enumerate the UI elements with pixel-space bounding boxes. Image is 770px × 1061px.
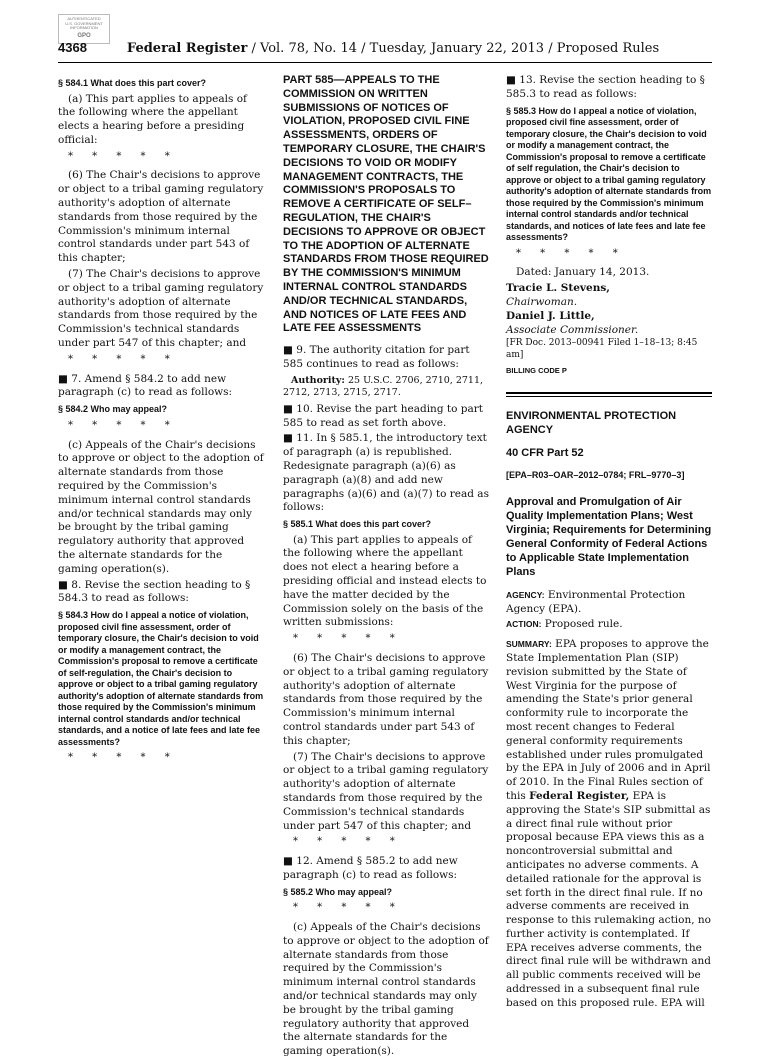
agency-value: Environmental Protection Agency (EPA). [506, 588, 686, 615]
section-heading: § 584.3 How do I appeal a notice of violation, proposed civil fine assessment, order of temporary closure, the Chair's decision to void or modify a management contract, the Commission's proposal to remove a certificate of self-regulation, the Chair's decision to approve or object to a tribal gaming regulatory authority's adoption of alternate standards from those required by the Commission's minimum internal control standards and/or technical standards, and a notice of late fees and late fee assessments? [58, 610, 264, 747]
action-value: Proposed rule. [541, 618, 623, 631]
logo-line-2: U.S. GOVERNMENT [65, 20, 103, 26]
column-2 [283, 74, 489, 1061]
summary-text: EPA is approving the State's SIP submittal as a direct final rule without prior proposal because EPA views this as a noncontroversial submittal and anticipates no adverse comments. A detailed rationale for the approval is set forth in the direct final rule. If no adverse comments are received in response to this rulemaking action, no further activity is contemplated. If EPA receives adverse comments, the direct final rule will be withdrawn and all public comments received will be addressed in a subsequent final rule based on this proposed rule. EPA will [506, 789, 711, 1009]
logo-mark: GPO [77, 32, 91, 39]
section-heading: § 585.2 Who may appeal? [283, 886, 393, 897]
ellipsis-stars: * * * * * [516, 247, 618, 259]
ellipsis-stars: * * * * * [293, 633, 395, 645]
signer-name [506, 310, 712, 324]
divider [506, 396, 712, 397]
ellipsis-stars: * * * * * [68, 150, 170, 162]
divider [506, 392, 712, 394]
paragraph: (6) The Chair's decisions to approve or object to a tribal gaming regulatory authority's adoption of alternate standards from those required by the Commission's minimum internal control standards under part 543 of this chapter; [283, 651, 489, 747]
paragraph: (c) Appeals of the Chair's decisions to approve or object to the adoption of alternate standards from those required by the Commission's minimum internal control standards and/or technical standards may only be brought by the tribal gaming regulatory authority that approved the alternate standards for the gaming operation(s). [58, 438, 264, 575]
paragraph: (7) The Chair's decisions to approve or object to a tribal gaming regulatory authority's adoption of alternate standards from those required by the Commission's technical standards under part 547 of this chapter; and [283, 750, 489, 832]
fr-doc-line: [FR Doc. 2013–00941 Filed 1–18–13; 8:45 am] [506, 338, 698, 361]
summary-bold: Federal Register, [529, 789, 630, 802]
section-heading: § 584.2 Who may appeal? [58, 404, 168, 415]
summary-text: EPA proposes to approve the State Implementation Plan (SIP) revision submitted by the State of West Virginia for the purpose of amending the State's prior general conformity rule to incorporate the most recent changes to Federal general conformity requirements established under rules promulgated by the EPA in July of 2006 and in April of 2010. In the Final Rules section of this [506, 638, 711, 802]
action-field [506, 618, 712, 632]
summary-label: SUMMARY: [506, 639, 552, 650]
page-header [58, 40, 712, 63]
ellipsis-stars: * * * * * [68, 353, 170, 365]
paragraph: (7) The Chair's decisions to approve or object to a tribal gaming regulatory authority's adoption of alternate standards from those required by the Commission's technical standards under part 547 of this chapter; and [58, 268, 264, 350]
column-3 [506, 74, 712, 1013]
paragraph: (a) This part applies to appeals of the following where the appellant elects a hearing before a presiding official: [58, 92, 247, 146]
authority-text: 25 U.S.C. 2706, 2710, 2711, 2712, 2713, 2715, 2717. [283, 374, 484, 399]
signer-name-text: Daniel J. Little, [506, 309, 595, 322]
section-heading: § 585.1 What does this part cover? [283, 519, 432, 530]
authority-citation [283, 375, 489, 400]
signer-title: Associate Commissioner. [506, 323, 639, 336]
agency-name: ENVIRONMENTAL PROTECTION AGENCY [506, 410, 677, 437]
docket-number: [EPA–R03–OAR–2012–0784; FRL–9770–3] [506, 469, 685, 480]
section-heading: § 585.3 How do I appeal a notice of violation, proposed civil fine assessment, order of temporary closure, the Chair's decision to void or modify a management contract, the Commission's proposal to remove a certificate of self regulation, the Chair's decision to approve or object to a tribal gaming regulatory authority's adoption of alternate standards from those required by the Commission's minimum internal control standards and/or technical standards, and notices of late fees and late fee assessments? [506, 105, 712, 243]
section-heading: § 584.1 What does this part cover? [58, 78, 207, 88]
signer-name [506, 282, 712, 296]
column-1 [58, 74, 264, 771]
amendment-instruction: ■ 11. In § 585.1, the introductory text of paragraph (a) is republished. Redesignate paragraph (a)(6) as paragraph (a)(8) and add new paragraphs (a)(6) and (a)(7) to read as follows: [283, 432, 489, 514]
page-number: 4368 [58, 40, 87, 55]
amendment-instruction: ■ 10. Revise the part heading to part 585 to read as set forth above. [283, 402, 483, 429]
logo-line-1: AUTHENTICATED [67, 16, 101, 21]
paragraph: (6) The Chair's decisions to approve or object to a tribal gaming regulatory authority's adoption of alternate standards from those required by the Commission's minimum internal control standards under part 543 of this chapter; [58, 169, 264, 265]
text-columns [58, 74, 714, 1058]
agency-label: AGENCY: [506, 589, 545, 600]
part-heading: PART 585—APPEALS TO THE COMMISSION ON WRITTEN SUBMISSIONS OF NOTICES OF VIOLATION, PROPOSED CIVIL FINE ASSESSMENTS, ORDERS OF TEMPORARY CLOSURE, THE CHAIR'S DECISIONS TO VOID OR MODIFY MANAGEMENT CONTRACTS, THE COMMISSION'S PROPOSALS TO REMOVE A CERTIFICATE OF SELF–REGULATION, THE CHAIR'S DECISIONS TO APPROVE OR OBJECT TO THE ADOPTION OF ALTERNATE STANDARDS FROM THOSE REQUIRED BY THE COMMISSION'S MINIMUM INTERNAL CONTROL STANDARDS AND/OR TECHNICAL STANDARDS, AND NOTICES OF LATE FEES AND LATE FEE ASSESSMENTS [283, 74, 489, 335]
paragraph: (a) This part applies to appeals of the following where the appellant does not elect a hearing before a presiding official and instead elects to have the matter decided by the Commission solely on the basis of the written submissions: [283, 533, 487, 629]
amendment-instruction: ■ 9. The authority citation for part 585 continues to read as follows: [283, 344, 470, 370]
journal-name: Federal Register [126, 41, 248, 56]
signature-date: Dated: January 14, 2013. [516, 266, 650, 279]
billing-code: BILLING CODE P [506, 366, 567, 376]
amendment-instruction: ■ 13. Revise the section heading to § 585.3 to read as follows: [506, 74, 705, 100]
rule-title: Approval and Promulgation of Air Quality Implementation Plans; West Virginia; Requirements for Determining General Conformity of Federal Actions to Applicable State Implementation Plans [506, 495, 712, 578]
ellipsis-stars: * * * * * [293, 902, 395, 914]
amendment-instruction: ■ 7. Amend § 584.2 to add new paragraph (c) to read as follows: [58, 372, 233, 399]
signer-name-text: Tracie L. Stevens, [506, 282, 610, 295]
authority-label: Authority: [291, 374, 345, 386]
logo-line-3: INFORMATION [70, 25, 98, 31]
signer-title: Chairwoman. [506, 295, 578, 308]
summary-paragraph [506, 638, 712, 1011]
ellipsis-stars: * * * * * [293, 836, 395, 848]
ellipsis-stars: * * * * * [68, 419, 170, 431]
agency-field [506, 589, 712, 617]
running-head [127, 41, 659, 56]
amendment-instruction: ■ 12. Amend § 585.2 to add new paragraph (c) to read as follows: [283, 855, 458, 881]
action-label: ACTION: [506, 619, 542, 630]
amendment-instruction: ■ 8. Revise the section heading to § 584.3 to read as follows: [58, 578, 251, 605]
ellipsis-stars: * * * * * [68, 752, 170, 764]
paragraph: (c) Appeals of the Chair's decisions to approve or object to the adoption of alternate standards from those required by the Commission's minimum internal control standards and/or technical standards may only be brought by the tribal gaming regulatory authority that approved the alternate standards for the gaming operation(s). [283, 921, 489, 1058]
cfr-part: 40 CFR Part 52 [506, 447, 584, 460]
issue-info: / Vol. 78, No. 14 / Tuesday, January 22, 2013 / Proposed Rules [247, 41, 660, 56]
